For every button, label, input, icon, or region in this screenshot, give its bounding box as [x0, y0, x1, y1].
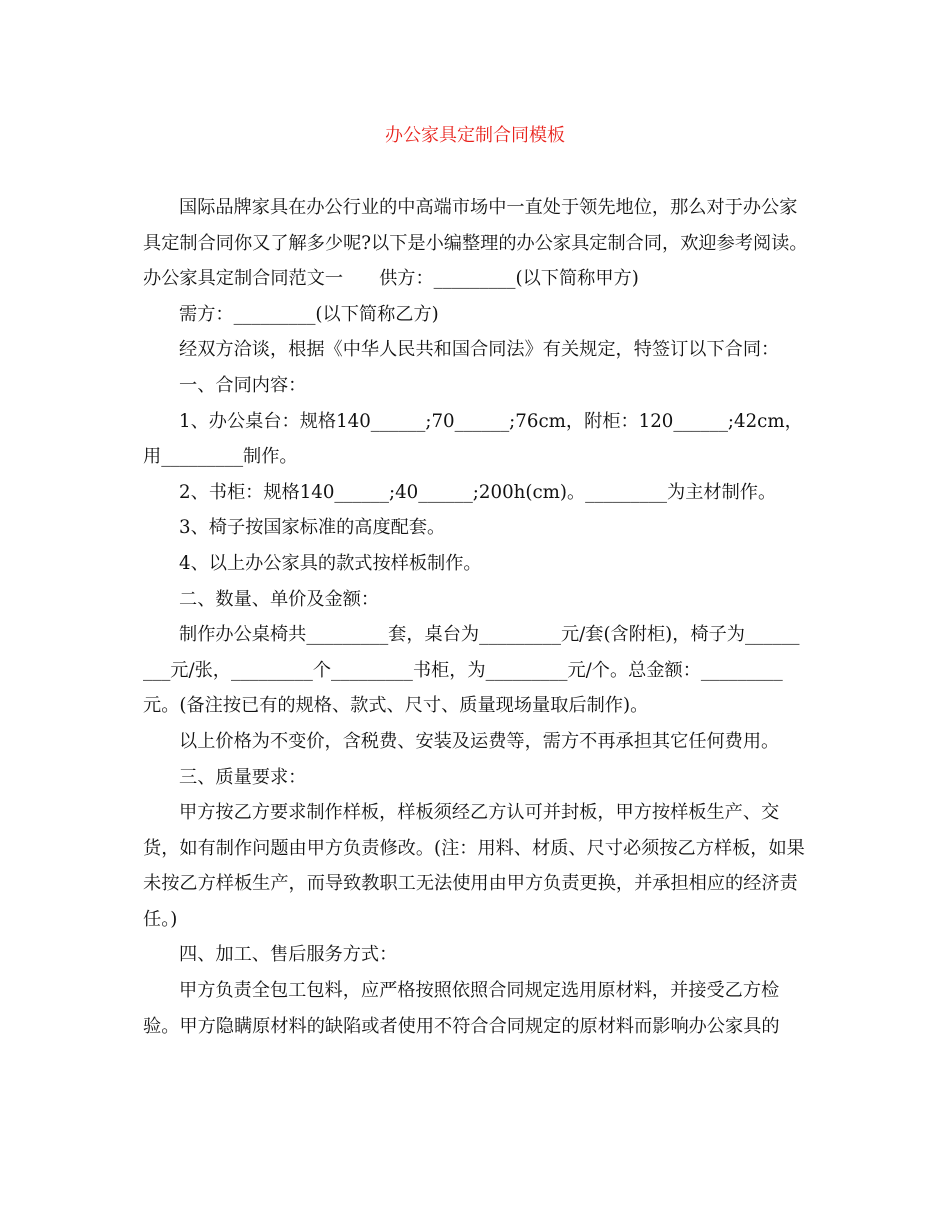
- service-paragraph: 甲方负责全包工包料，应严格按照依照合同规定选用原材料，并接受乙方检验。甲方隐瞒原材料的缺陷或者使用不符合合同规定的原材料而影响办公家具的: [143, 980, 780, 1037]
- intro-paragraph: 国际品牌家具在办公行业的中高端市场中一直处于领先地位，那么对于办公家具定制合同你又了解多少呢?以下是小编整理的办公家具定制合同，欢迎参考阅读。: [143, 197, 808, 254]
- item-4: 4、以上办公家具的款式按样板制作。: [179, 552, 482, 574]
- item-3: 3、椅子按国家标准的高度配套。: [179, 517, 446, 539]
- section-2-title: 二、数量、单价及金额：: [179, 588, 380, 610]
- quantity-paragraph: 制作办公桌椅共_________套，桌台为_________元/套(含附柜)，椅子为_________元/张，_________个_________书柜，为_________元/个。总金额：_________元。(备注按已有的规格、款式、尺寸、质量现场量取后制作)。: [143, 624, 800, 717]
- section-3-title: 三、质量要求：: [179, 766, 307, 788]
- price-note: 以上价格为不变价，含税费、安装及运费等，需方不再承担其它任何费用。: [179, 730, 780, 752]
- document-title: 办公家具定制合同模板: [385, 125, 565, 146]
- item-2: 2、书柜：规格140______;40______;200h(cm)。_________为主材制作。: [179, 481, 777, 503]
- quality-paragraph: 甲方按乙方要求制作样板，样板须经乙方认可并封板，甲方按样板生产、交货，如有制作问题由甲方负责修改。(注：用料、材质、尺寸必须按乙方样板，如果未按乙方样板生产，而导致教职工无法使用由甲方负责更换，并承担相应的经济责任。): [143, 802, 805, 930]
- section-4-title: 四、加工、售后服务方式：: [179, 944, 398, 966]
- document-body: [143, 190, 808, 1044]
- sample-heading-line: [143, 261, 808, 297]
- item-1: 1、办公桌台：规格140______;70______;76cm，附柜：120______;42cm，用_________制作。: [143, 410, 803, 468]
- buyer-line: 需方：_________(以下简称乙方): [179, 303, 439, 325]
- agreement-paragraph: 经双方洽谈，根据《中华人民共和国合同法》有关规定，特签订以下合同：: [179, 339, 780, 361]
- supplier-line: 供方：_________(以下简称甲方): [379, 268, 639, 290]
- sample-heading: 办公家具定制合同范文一: [143, 268, 344, 290]
- section-1-title: 一、合同内容：: [179, 374, 307, 396]
